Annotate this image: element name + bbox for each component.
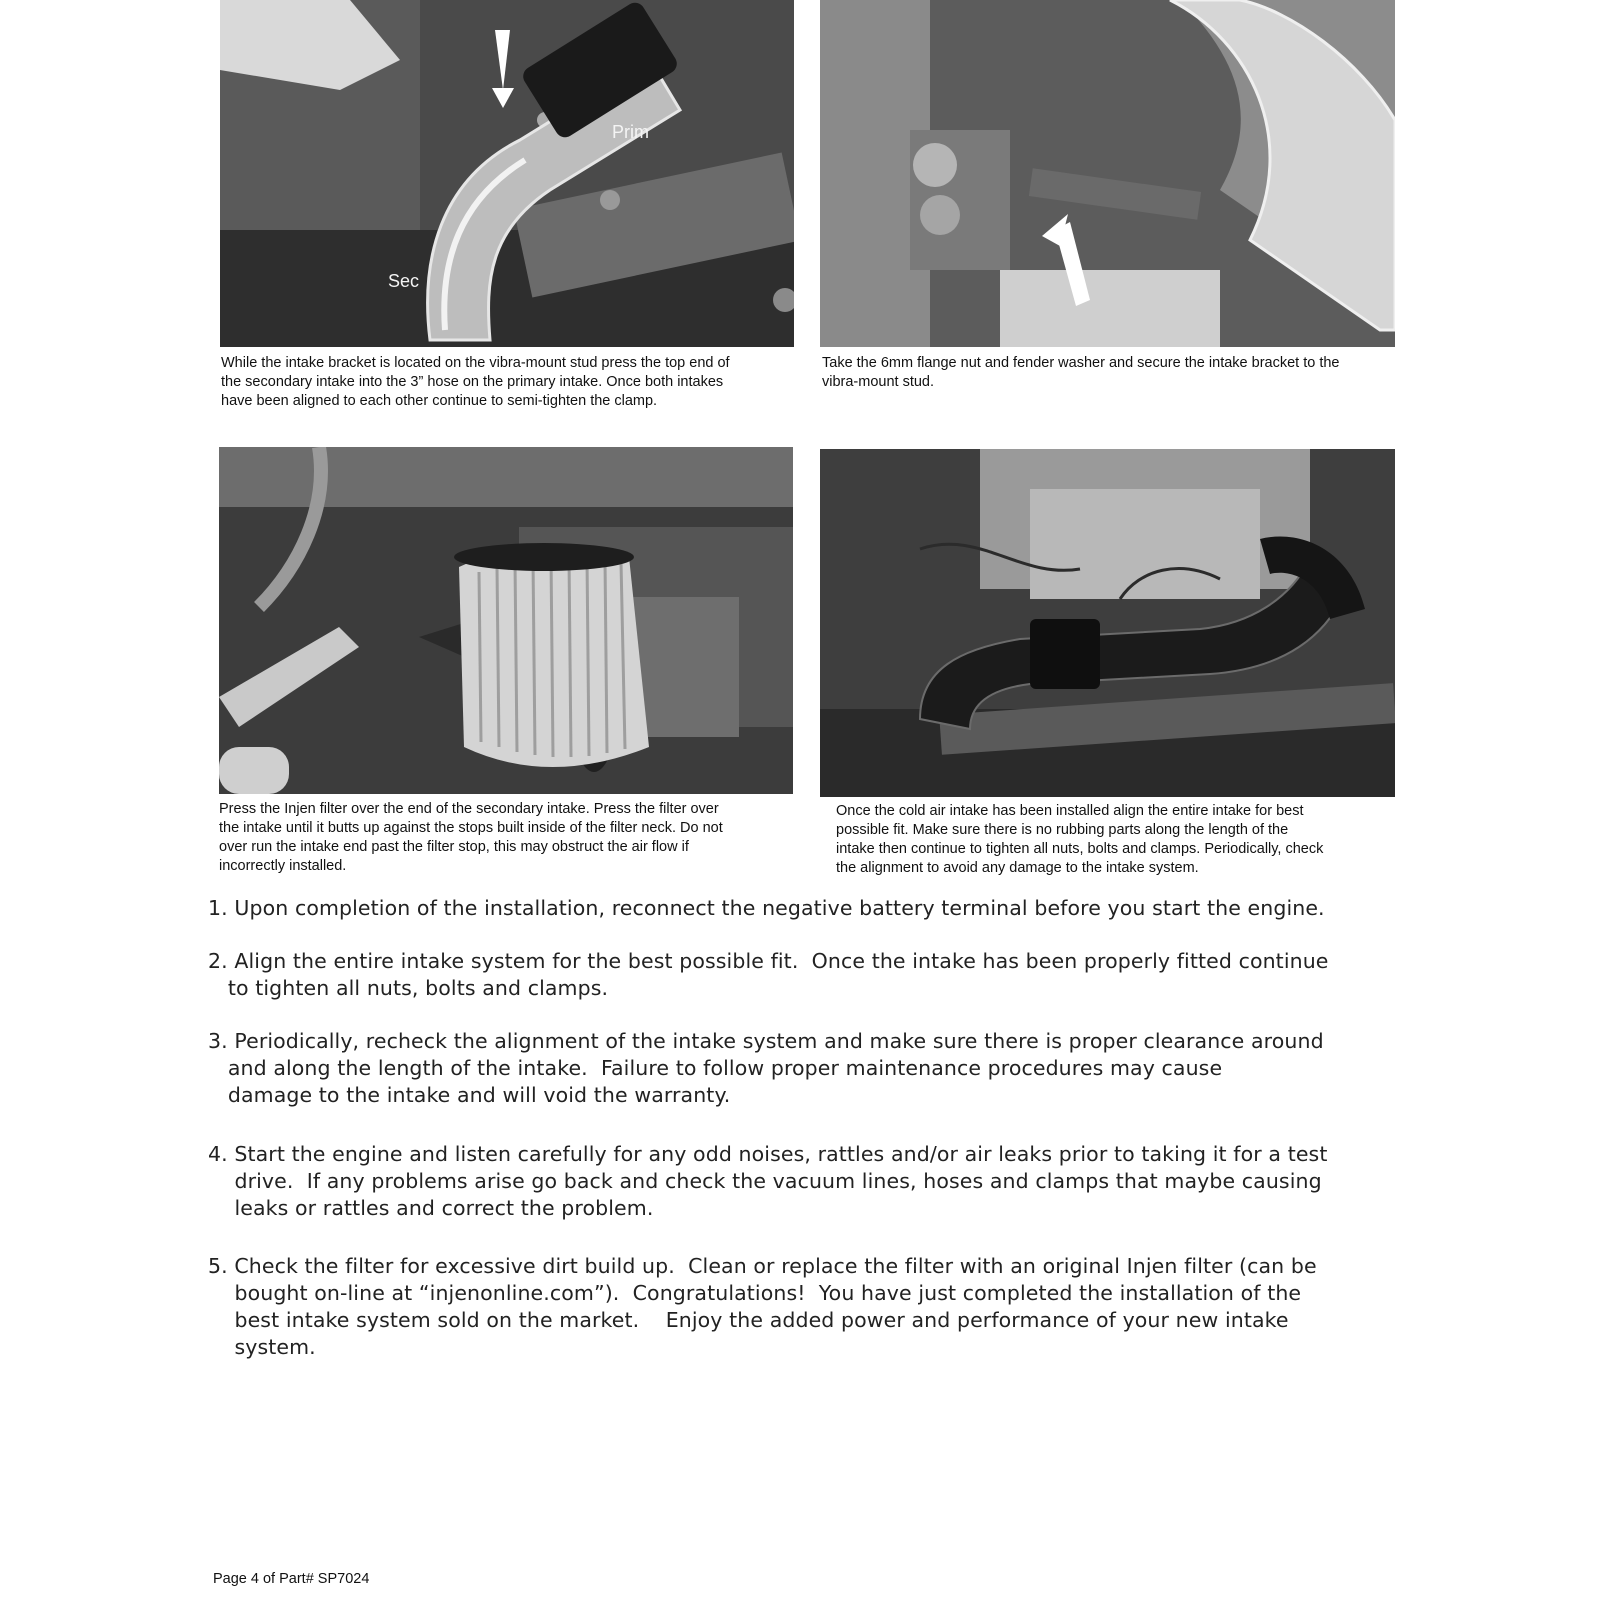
engine-bay-photo-icon <box>220 0 794 347</box>
step-line: 1. Upon completion of the installation, reconnect the negative battery terminal before you start the engine. <box>208 896 1325 920</box>
step-3 <box>208 1028 1398 1109</box>
photo-flange-nut <box>820 0 1395 347</box>
caption-step-a <box>221 354 730 411</box>
step-line: damage to the intake and will void the warranty. <box>208 1083 731 1107</box>
caption-line: the alignment to avoid any damage to the intake system. <box>836 860 1199 876</box>
caption-line: the secondary intake into the 3” hose on the primary intake. Once both intakes <box>221 374 724 390</box>
engine-bay-photo-icon <box>219 447 793 794</box>
caption-line: over run the intake end past the filter stop, this may obstruct the air flow if <box>219 839 689 855</box>
caption-line: Once the cold air intake has been installed align the entire intake for best <box>836 803 1304 819</box>
engine-bay-photo-icon <box>820 449 1395 797</box>
photo-filter-install <box>219 447 793 794</box>
photo-label-sec: Sec <box>388 271 420 291</box>
caption-line: vibra-mount stud. <box>822 374 935 390</box>
caption-step-c <box>219 800 723 876</box>
step-5 <box>208 1253 1398 1361</box>
caption-line: possible fit. Make sure there is no rubbing parts along the length of the <box>836 822 1289 838</box>
step-line: to tighten all nuts, bolts and clamps. <box>208 976 609 1000</box>
engine-bay-photo-icon <box>820 0 1395 347</box>
step-line: drive. If any problems arise go back and check the vacuum lines, hoses and clamps that maybe causing <box>208 1169 1322 1193</box>
step-line: 5. Check the filter for excessive dirt build up. Clean or replace the filter with an original Injen filter (can be <box>208 1254 1317 1278</box>
step-line: bought on-line at “injenonline.com”). Congratulations! You have just completed the installation of the <box>208 1281 1302 1305</box>
step-line: leaks or rattles and correct the problem. <box>208 1196 654 1220</box>
step-line: system. <box>208 1335 316 1359</box>
caption-line: incorrectly installed. <box>219 858 347 874</box>
step-2 <box>208 948 1398 1002</box>
caption-step-d <box>836 802 1323 878</box>
caption-line: While the intake bracket is located on the vibra-mount stud press the top end of <box>221 355 730 371</box>
caption-line: Press the Injen filter over the end of the secondary intake. Press the filter over <box>219 801 719 817</box>
caption-line: have been aligned to each other continue to semi-tighten the clamp. <box>221 393 658 409</box>
step-line: and along the length of the intake. Failure to follow proper maintenance procedures may cause <box>208 1056 1223 1080</box>
step-4 <box>208 1141 1398 1222</box>
step-line: 4. Start the engine and listen carefully for any odd noises, rattles and/or air leaks prior to taking it for a test <box>208 1142 1328 1166</box>
step-line: best intake system sold on the market. Enjoy the added power and performance of your new intake <box>208 1308 1289 1332</box>
caption-line: intake then continue to tighten all nuts, bolts and clamps. Periodically, check <box>836 841 1324 857</box>
page-footer: Page 4 of Part# SP7024 <box>213 1571 370 1587</box>
caption-line: the intake until it butts up against the stops built inside of the filter neck. Do not <box>219 820 723 836</box>
step-line: 2. Align the entire intake system for the best possible fit. Once the intake has been properly fitted continue <box>208 949 1329 973</box>
caption-step-b <box>822 354 1339 392</box>
photo-secondary-intake <box>220 0 794 347</box>
step-line: 3. Periodically, recheck the alignment of the intake system and make sure there is proper clearance around <box>208 1029 1324 1053</box>
photo-label-prim: Prim <box>612 122 649 142</box>
photo-installed-intake <box>820 449 1395 797</box>
step-1 <box>208 895 1398 922</box>
caption-line: Take the 6mm flange nut and fender washer and secure the intake bracket to the <box>822 355 1340 371</box>
